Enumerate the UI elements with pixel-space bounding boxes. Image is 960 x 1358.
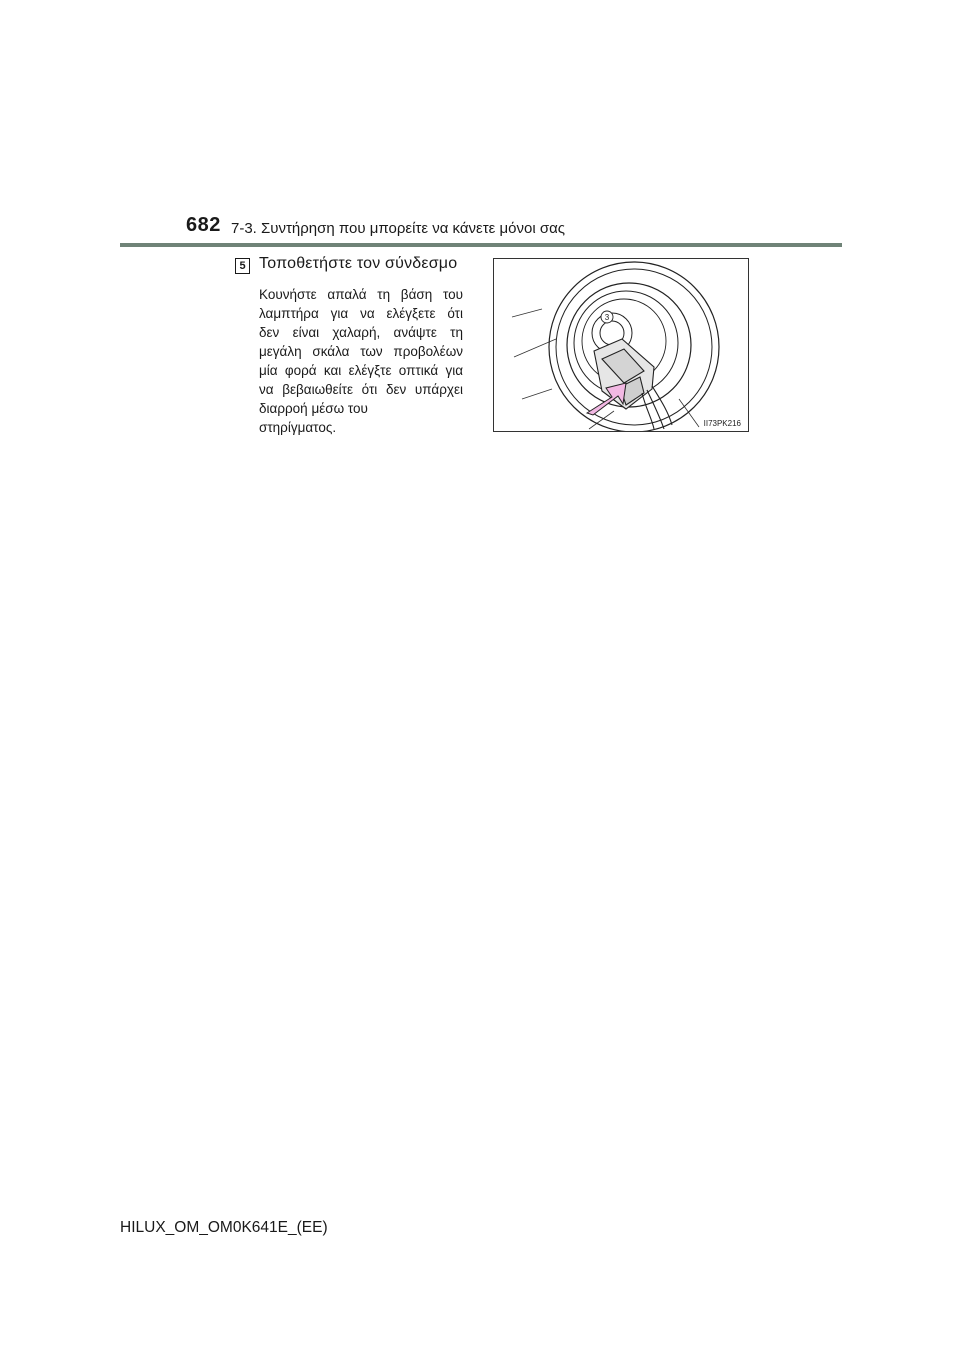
step-body-line: δεν είναι χαλαρή, ανάψτε τη [259, 325, 463, 340]
connector-drawing [494, 259, 748, 431]
page-number: 682 [186, 214, 221, 236]
connector-illustration [493, 258, 749, 432]
step-body-line: διαρροή μέσω του [259, 401, 368, 416]
step-heading: Τοποθετήστε τον σύνδεσμο [259, 255, 458, 272]
figure-code: II73PK216 [703, 419, 741, 428]
step-body-line: μεγάλη σκάλα των προβολέων [259, 344, 463, 359]
section-title: 7-3. Συντήρηση που μπορείτε να κάνετε μόνοι σας [231, 220, 565, 237]
push-direction-arrow-icon [587, 383, 626, 415]
footer-document-code: HILUX_OM_OM0K641E_(EE) [120, 1219, 328, 1236]
step-body-line: να βεβαιωθείτε ότι δεν υπάρχει [259, 382, 463, 397]
step-body-line: λαμπτήρα για να ελέγξετε ότι [259, 306, 463, 321]
step-body-line: στηρίγματος. [259, 420, 337, 435]
svg-text:3: 3 [604, 313, 610, 322]
step-body [259, 285, 463, 437]
header-rule [120, 243, 842, 247]
step-body-line: Κουνήστε απαλά τη βάση του [259, 287, 463, 302]
step-number-badge: 5 [235, 258, 250, 274]
step-body-line: μία φορά και ελέγξτε οπτικά για [259, 363, 463, 378]
